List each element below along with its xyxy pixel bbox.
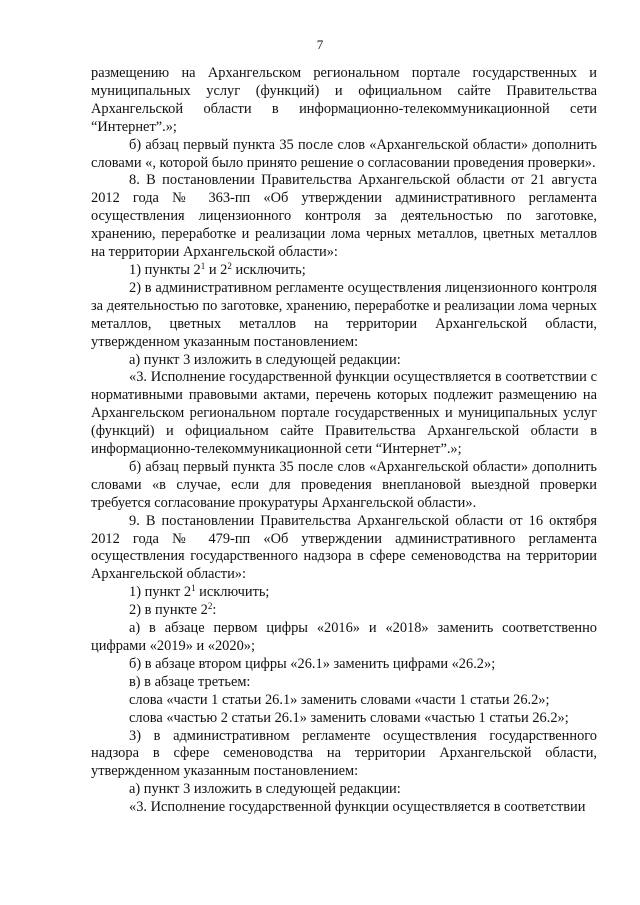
paragraph-4: 1) пункты $2^1$ и $2^2$ исключить;	[129, 260, 306, 278]
paragraph-17: 3) в административном регламенте осуществления государственного надзора в сфере семеноводства на территории Архангельской области, утвержденном указанным постановлением:	[91, 727, 597, 780]
paragraph-13: б) в абзаце втором цифры «26.1» заменить цифрами «26.2»;	[129, 655, 496, 672]
paragraph-8: б) абзац первый пункта 35 после слов «Архангельской области» дополнить словами «в случае, если для проведения внеплановой выездной проверки требуется согласование прокуратуры Архангельской области».	[91, 458, 597, 511]
document-body	[91, 65, 597, 817]
paragraph-2: б) абзац первый пункта 35 после слов «Архангельской области» дополнить словами «, которой было принято решение о согласовании проведения проверки».	[91, 136, 597, 171]
paragraph-16: слова «частью 2 статьи 26.1» заменить словами «частью 1 статьи 26.2»;	[129, 709, 569, 726]
paragraph-5: 2) в административном регламенте осуществления лицензионного контроля за деятельностью по заготовке, хранению, переработке и реализации лома черных металлов, цветных металлов на территории Архангельской области, утвержденном указанным постановлением:	[91, 279, 597, 350]
paragraph-6: а) пункт 3 изложить в следующей редакции:	[129, 351, 401, 368]
paragraph-9: 9. В постановлении Правительства Архангельской области от 16 октября 2012 года № 479-пп «Об утверждении административного регламента осуществления государственного надзора в сфере семеноводства на территории Архангельской области»:	[91, 512, 597, 583]
page-number: 7	[316, 37, 324, 52]
paragraph-7: «3. Исполнение государственной функции осуществляется в соответствии с нормативными правовыми актами, перечень которых подлежит размещению на Архангельском региональном портале государственных и муниципальных услуг (функций) и официальном сайте Правительства Архангельской области в информационно-телекоммуникационной сети “Интернет”.»;	[91, 369, 597, 458]
paragraph-3: 8. В постановлении Правительства Архангельской области от 21 августа 2012 года № 363-пп «Об утверждении административного регламента осуществления лицензионного контроля за деятельностью по заготовке, хранению, переработке и реализации лома черных металлов, цветных металлов на территории Архангельской области»:	[91, 172, 597, 261]
paragraph-18: а) пункт 3 изложить в следующей редакции:	[129, 781, 401, 798]
paragraph-11: 2) в пункте $2^2$:	[129, 601, 217, 619]
paragraph-12: а) в абзаце первом цифры «2016» и «2018» заменить соответственно цифрами «2019» и «2020»;	[91, 620, 597, 654]
paragraph-15: слова «части 1 статьи 26.1» заменить словами «части 1 статьи 26.2»;	[129, 691, 550, 708]
paragraph-1: размещению на Архангельском региональном портале государственных и муниципальных услуг (функций) и официальном сайте Правительства Архангельской области в информационно-телекоммуникационной сети “Интернет”.»;	[91, 65, 597, 135]
paragraph-19: «3. Исполнение государственной функции осуществляется в соответствии	[129, 799, 586, 816]
paragraph-14: в) в абзаце третьем:	[129, 673, 251, 690]
paragraph-10: 1) пункт $2^1$ исключить;	[129, 583, 270, 601]
